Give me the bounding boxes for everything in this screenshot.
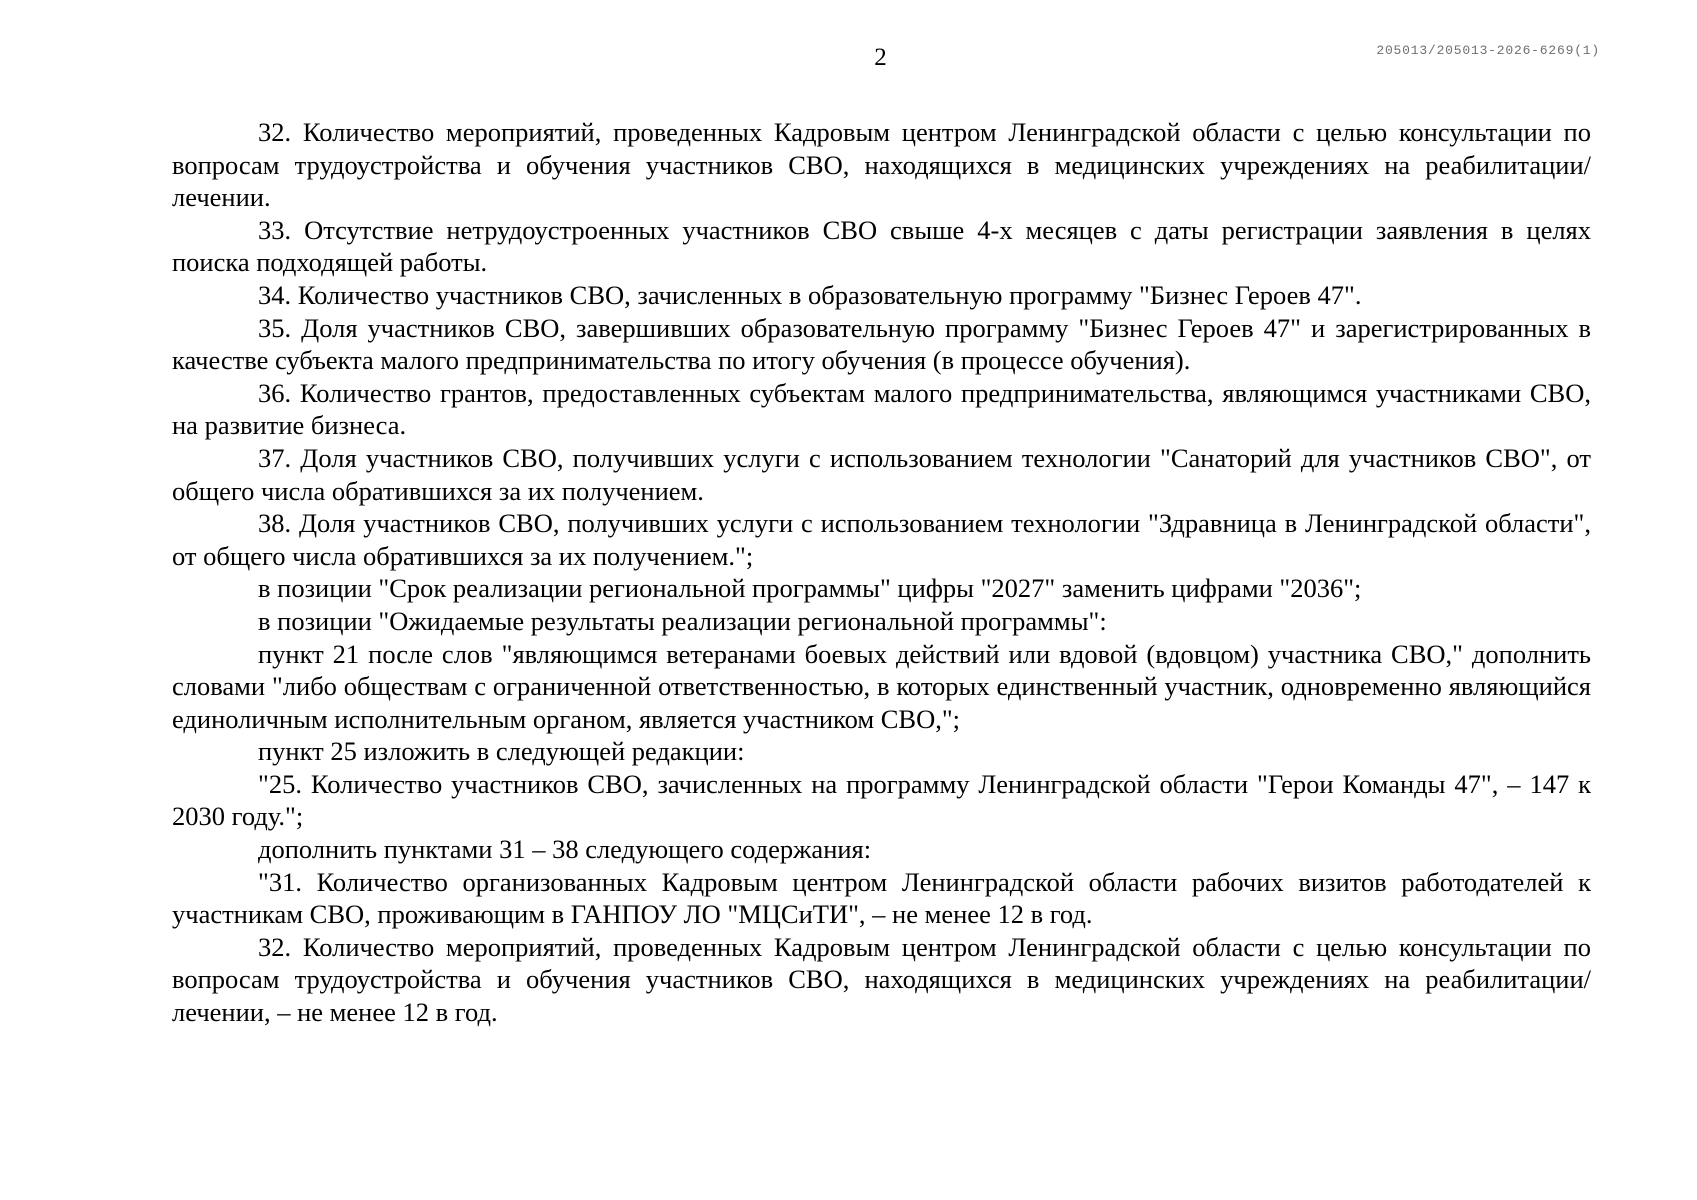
document-id: 205013/205013-2026-6269(1) (1376, 43, 1600, 58)
page-number-text: 2 (874, 44, 887, 71)
paragraph-item-34: 34. Количество участников СВО, зачисленных в образовательную программу "Бизнес Героев 47". (258, 279, 1362, 310)
paragraph-item-38: 38. Доля участников СВО, получивших услуги с использованием технологии "Здравница в Ленинградской области", от общего числа обратившихся за их получением."; (172, 508, 1591, 571)
paragraph-point-25-intro: пункт 25 изложить в следующей редакции: (258, 736, 745, 767)
paragraph-item-32: 32. Количество мероприятий, проведенных Кадровым центром Ленинградской области с целью консультации по вопросам трудоустройства и обучения участников СВО, находящихся в медицинских учреждениях на реабилитации/лечении. (172, 117, 1591, 213)
paragraph-expected-results: в позиции "Ожидаемые результаты реализации региональной программы": (258, 605, 1107, 636)
paragraph-add-points-intro: дополнить пунктами 31 – 38 следующего содержания: (258, 834, 872, 865)
paragraph-item-37: 37. Доля участников СВО, получивших услуги с использованием технологии "Санаторий для участников СВО", от общего числа обратившихся за их получением. (172, 442, 1591, 506)
document-body (172, 116, 1591, 1029)
paragraph-point-25-text: "25. Количество участников СВО, зачисленных на программу Ленинградской области "Герои Команды 47", – 147 к 2030 году."; (172, 768, 1591, 832)
paragraph-item-35: 35. Доля участников СВО, завершивших образовательную программу "Бизнес Героев 47" и зарегистрированных в качестве субъекта малого предпринимательства по итогу обучения (в процессе обучения). (172, 312, 1591, 376)
paragraph-point-21: пункт 21 после слов "являющимся ветеранами боевых действий или вдовой (вдовцом) участника СВО," дополнить словами "либо обществам с ограниченной ответственностью, в которых единственный участник, одновременно являющийся единоличным исполнительным органом, является участником СВО,"; (172, 638, 1591, 734)
paragraph-term-change: в позиции "Срок реализации региональной программы" цифры "2027" заменить цифрами "2036"; (258, 573, 1362, 604)
paragraph-item-33: 33. Отсутствие нетрудоустроенных участников СВО свыше 4-х месяцев с даты регистрации заявления в целях поиска подходящей работы. (172, 214, 1591, 278)
paragraph-new-point-32: 32. Количество мероприятий, проведенных Кадровым центром Ленинградской области с целью консультации по вопросам трудоустройства и обучения участников СВО, находящихся в медицинских учреждениях на реабилитации/лечении, – не менее 12 в год. (172, 931, 1591, 1028)
paragraph-new-point-31: "31. Количество организованных Кадровым центром Ленинградской области рабочих визитов работодателей к участникам СВО, проживающим в ГАНПОУ ЛО "МЦСиТИ", – не менее 12 в год. (172, 866, 1591, 930)
paragraph-item-36: 36. Количество грантов, предоставленных субъектам малого предпринимательства, являющимся участниками СВО, на развитие бизнеса. (172, 377, 1591, 441)
